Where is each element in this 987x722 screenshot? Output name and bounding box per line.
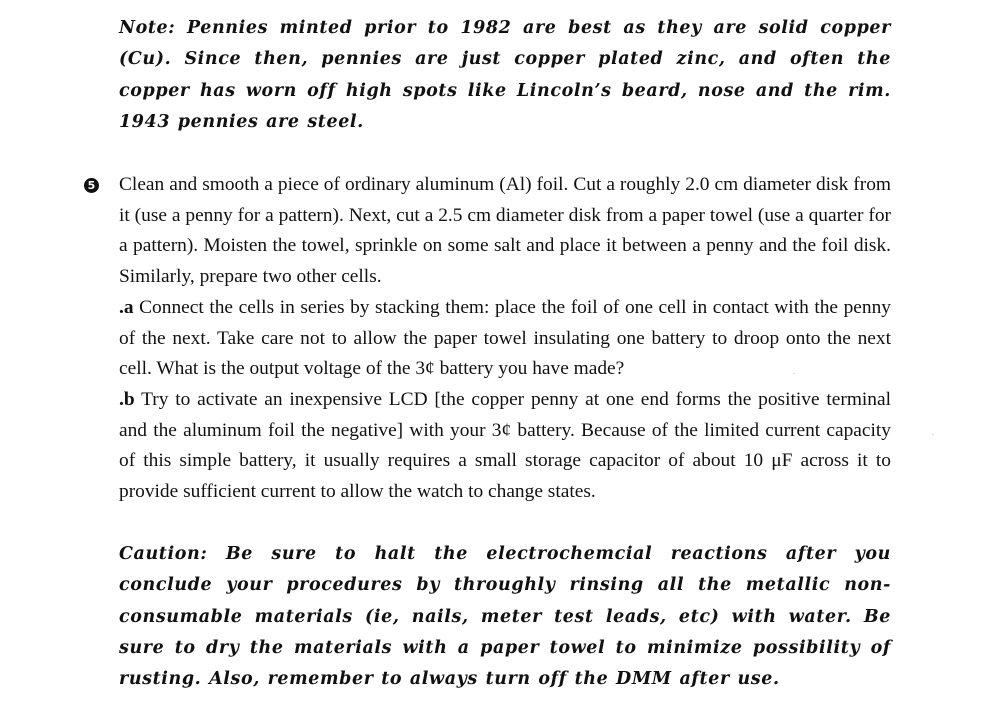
part-b-text: Try to activate an inexpensive LCD [the copper penny at one end forms the positive terminal and the aluminum foil the negative] with your 3¢ battery. Because of the limited current capacity of this simple battery, it usually requires a small storage capacitor of about 10 μF across it to provide sufficient current to allow the watch to change states. xyxy=(119,388,891,503)
part-a-label: .a xyxy=(119,296,134,318)
part-a-text: Connect the cells in series by stacking them: place the foil of one cell in contact with the penny of the next. Take care not to allow the paper towel insulating one battery to droop onto the next cell. What is the output voltage of the 3¢ battery you have made? xyxy=(119,296,891,380)
part-a-paragraph xyxy=(119,293,891,385)
caution-label: Caution: xyxy=(119,544,208,564)
caution-text: Be sure to halt the electrochemcial reactions after you conclude your procedures by throughly rinsing all the metallic non-consumable materials (ie, nails, meter test leads, etc) with water. Be sure to dry the materials with a paper towel to minimize possibility of rusting. Also, remember to always turn off the DMM after use. xyxy=(119,544,891,690)
scan-speck xyxy=(932,434,934,435)
step-intro: Clean and smooth a piece of ordinary aluminum (Al) foil. Cut a roughly 2.0 cm diameter disk from it (use a penny for a pattern). Next, cut a 2.5 cm diameter disk from a paper towel (use a quarter for a pattern). Moisten the towel, sprinkle on some salt and place it between a penny and the foil disk. Similarly, prepare two other cells. xyxy=(119,174,891,288)
step-number-badge: 5 xyxy=(84,178,99,193)
note-text: Pennies minted prior to 1982 are best as they are solid copper (Cu). Since then, pennies are just copper plated zinc, and often the copper has worn off high spots like Lincoln’s beard, nose and the rim. 1943 pennies are steel. xyxy=(119,18,891,132)
note-label: Note: xyxy=(119,18,176,38)
step-instructions xyxy=(119,170,891,508)
part-b-label: .b xyxy=(119,388,135,410)
note-paragraph xyxy=(119,13,891,138)
part-b-paragraph xyxy=(119,385,891,508)
scan-speck xyxy=(793,373,795,374)
caution-paragraph xyxy=(119,539,891,695)
